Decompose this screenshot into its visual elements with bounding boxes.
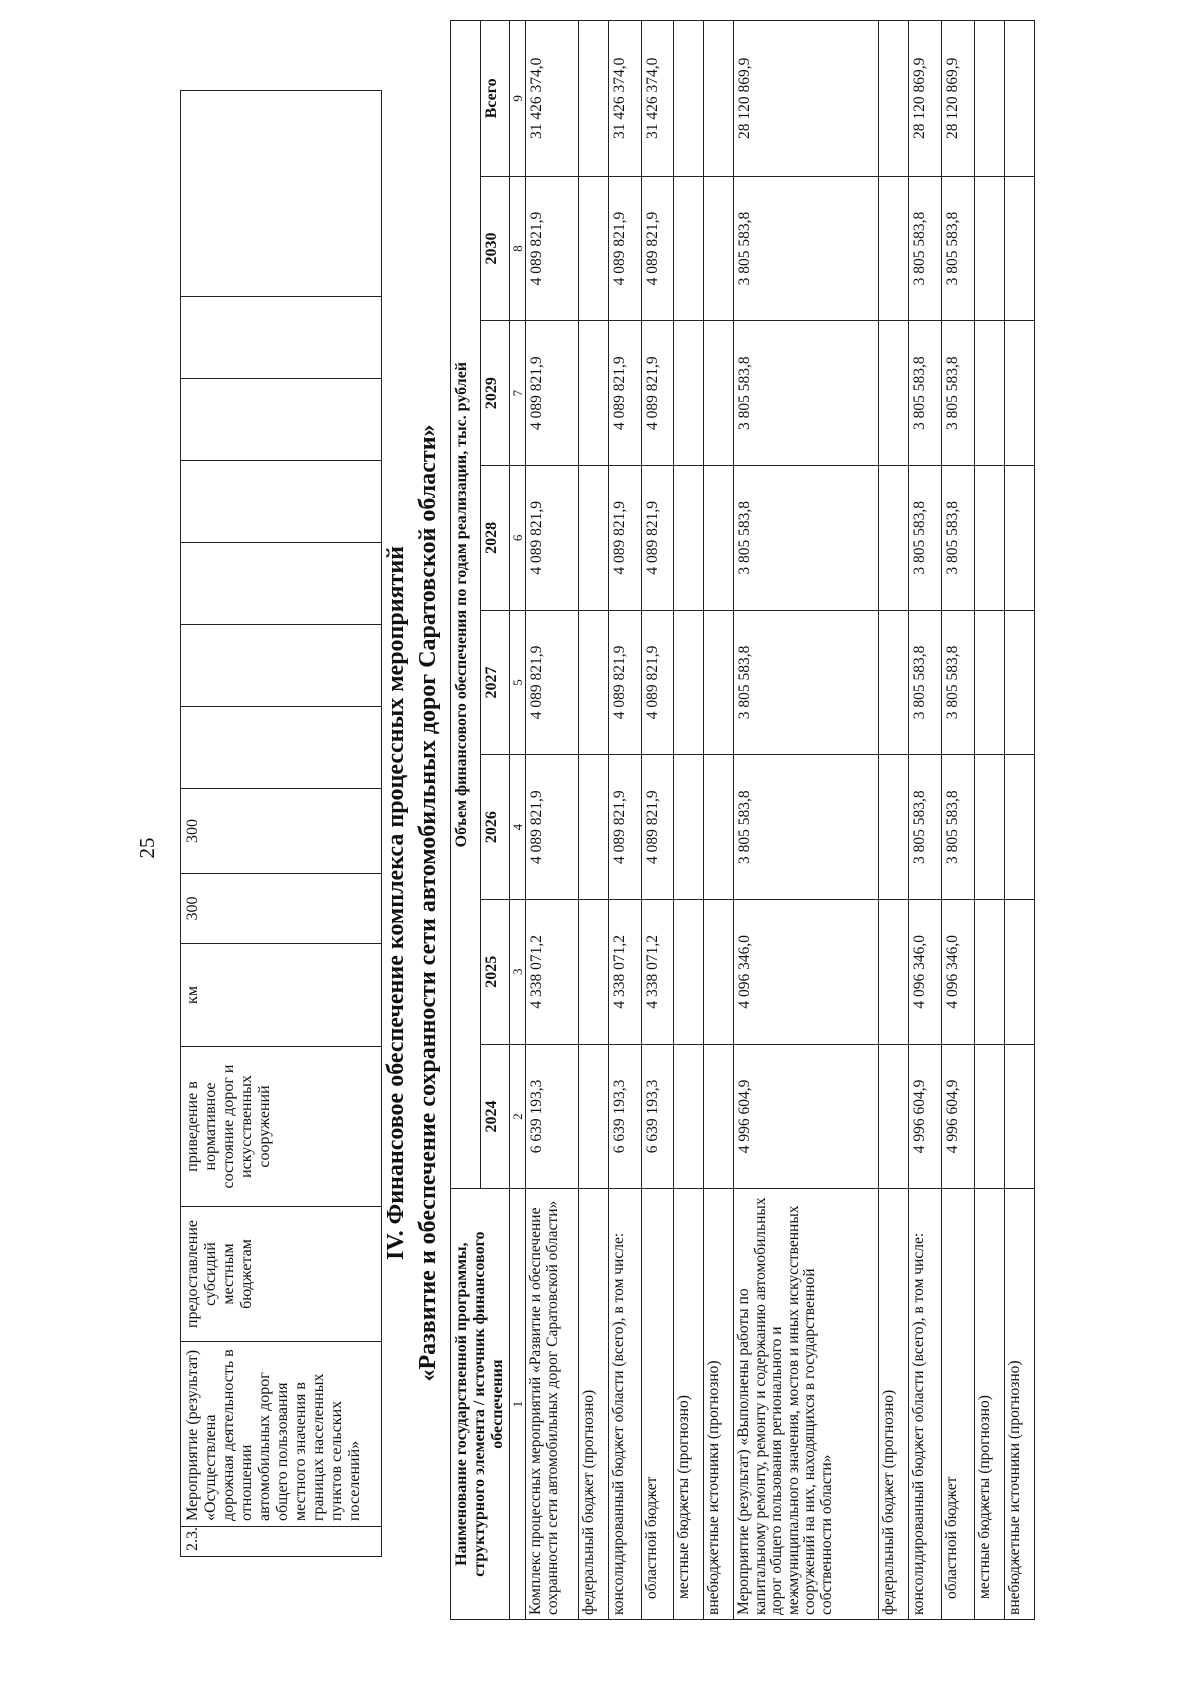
total-header: Всего (480, 21, 510, 177)
value-cell (578, 755, 608, 900)
value-cell (578, 899, 608, 1044)
total-cell: 28 120 869,9 (942, 21, 975, 177)
value-cell (1004, 321, 1034, 466)
column-number: 2 (510, 1044, 526, 1189)
value-cell: 4 089 821,9 (526, 610, 579, 755)
value-cell (674, 755, 704, 900)
year-header: 2025 (480, 899, 510, 1044)
table-row (608, 21, 641, 1620)
header-name: Наименование государственной программы, структурного элемента / источник финансового обеспечения (451, 1189, 510, 1620)
value-cell: 4 089 821,9 (641, 610, 674, 755)
value-cell: 4 089 821,9 (641, 755, 674, 900)
table-row (974, 21, 1004, 1620)
value-cell: 4 996 604,9 (734, 1044, 879, 1189)
value-cell: 4 996 604,9 (909, 1044, 942, 1189)
value-cell (578, 465, 608, 610)
base-value: 300 (181, 874, 382, 944)
value-cell: 3 805 583,8 (909, 755, 942, 900)
value-cell (1004, 465, 1034, 610)
total-cell: 31 426 374,0 (641, 21, 674, 177)
value-cell (674, 321, 704, 466)
value-cell (879, 755, 909, 900)
value-cell (704, 176, 734, 321)
value-cell: 4 089 821,9 (608, 321, 641, 466)
indicator-table-fragment (180, 90, 382, 1557)
value-cell (879, 465, 909, 610)
row-label: внебюджетные источники (прогнозно) (1004, 1189, 1034, 1620)
header-row (451, 21, 481, 1620)
table-row (181, 91, 382, 1557)
value-cell (578, 321, 608, 466)
row-label: местные бюджеты (прогнозно) (974, 1189, 1004, 1620)
row-label: федеральный бюджет (прогнозно) (879, 1189, 909, 1620)
total-cell: 28 120 869,9 (909, 21, 942, 177)
value-cell: 3 805 583,8 (942, 176, 975, 321)
value-cell: 3 805 583,8 (909, 176, 942, 321)
table-row (1004, 21, 1034, 1620)
value-cell: 4 089 821,9 (641, 321, 674, 466)
value-cell: 4 338 071,2 (608, 899, 641, 1044)
value-cell (974, 1044, 1004, 1189)
row-label: Комплекс процессных мероприятий «Развитие и обеспечение сохранности сети автомобильных дорог Саратовской области» (526, 1189, 579, 1620)
unit-of-measure: км (181, 944, 382, 1047)
total-cell (674, 21, 704, 177)
value-cell: 3 805 583,8 (942, 755, 975, 900)
value-cell (879, 176, 909, 321)
value-cell (1004, 1044, 1034, 1189)
row-label: Мероприятие (результат) «Выполнены работы по капитальному ремонту, ремонту и содержанию автомобильных дорог общего пользования регионального и межмуниципального значения, мостов и иных искусственных сооружений на них, находящихся в государственной собственности области» (734, 1189, 879, 1620)
value-cell (974, 321, 1004, 466)
table-row (879, 21, 909, 1620)
value-cell (674, 1044, 704, 1189)
finance-table (450, 20, 1035, 1620)
year-header: 2024 (480, 1044, 510, 1189)
value-cell: 4 089 821,9 (526, 755, 579, 900)
table-row (641, 21, 674, 1620)
value-cell: 4 089 821,9 (526, 465, 579, 610)
total-cell (578, 21, 608, 177)
total-cell: 31 426 374,0 (526, 21, 579, 177)
header-volume: Объем финансового обеспечения по годам реализации, тыс. рублей (451, 21, 481, 1189)
value-cell (578, 176, 608, 321)
year-header: 2029 (480, 321, 510, 466)
table-row (734, 21, 879, 1620)
value-cell: 4 996 604,9 (942, 1044, 975, 1189)
value-cell (1004, 176, 1034, 321)
value-cell (974, 465, 1004, 610)
row-label: областной бюджет (641, 1189, 674, 1620)
table-row (578, 21, 608, 1620)
total-cell (704, 21, 734, 177)
value-cell: 3 805 583,8 (909, 465, 942, 610)
row-label: областной бюджет (942, 1189, 975, 1620)
year-header: 2030 (480, 176, 510, 321)
value-cell (704, 1044, 734, 1189)
value-cell (974, 755, 1004, 900)
value-cell: 4 089 821,9 (641, 465, 674, 610)
value-cell (704, 755, 734, 900)
year-header: 2026 (480, 755, 510, 900)
column-number: 3 (510, 899, 526, 1044)
value-cell (578, 1044, 608, 1189)
value-cell: 4 089 821,9 (526, 321, 579, 466)
value-cell (879, 321, 909, 466)
measure-description: приведение в нормативное состояние дорог и искусственных сооружений (181, 1047, 382, 1207)
column-number: 1 (510, 1189, 526, 1620)
page-number: 25 (135, 837, 159, 859)
column-number: 9 (510, 21, 526, 177)
value-cell: 6 639 193,3 (641, 1044, 674, 1189)
column-number: 7 (510, 321, 526, 466)
value-cell: 4 089 821,9 (608, 176, 641, 321)
value-cell (674, 465, 704, 610)
column-number: 8 (510, 176, 526, 321)
value-cell (879, 1044, 909, 1189)
year-header: 2027 (480, 610, 510, 755)
value-cell: 4 089 821,9 (608, 610, 641, 755)
value-cell (704, 465, 734, 610)
column-number: 4 (510, 755, 526, 900)
value-cell (879, 899, 909, 1044)
value-cell: 4 096 346,0 (909, 899, 942, 1044)
value-cell (974, 176, 1004, 321)
target-value: 300 (181, 789, 382, 874)
column-number: 6 (510, 465, 526, 610)
value-cell (674, 176, 704, 321)
total-cell: 31 426 374,0 (608, 21, 641, 177)
value-cell (704, 321, 734, 466)
value-cell (674, 899, 704, 1044)
value-cell: 4 089 821,9 (526, 176, 579, 321)
total-cell (1004, 21, 1034, 177)
value-cell (974, 610, 1004, 755)
table-row (942, 21, 975, 1620)
section-subtitle: «Развитие и обеспечение сохранности сети автомобильных дорог Саратовской области» (415, 424, 441, 1382)
value-cell (704, 610, 734, 755)
value-cell: 3 805 583,8 (734, 755, 879, 900)
value-cell: 3 805 583,8 (942, 610, 975, 755)
value-cell (1004, 610, 1034, 755)
value-cell: 3 805 583,8 (942, 465, 975, 610)
value-cell: 3 805 583,8 (734, 465, 879, 610)
value-cell: 3 805 583,8 (909, 610, 942, 755)
table-row (909, 21, 942, 1620)
value-cell: 4 096 346,0 (942, 899, 975, 1044)
measure-title: Мероприятие (результат) «Осуществлена дорожная деятельность в отношении автомобильных дорог общего пользования местного значения в границах населенных пунктов сельских поселений» (181, 1342, 382, 1527)
table-row (526, 21, 579, 1620)
total-cell: 28 120 869,9 (734, 21, 879, 177)
column-number: 5 (510, 610, 526, 755)
row-label: местные бюджеты (прогнозно) (674, 1189, 704, 1620)
column-numbers-row (510, 21, 526, 1620)
value-cell: 3 805 583,8 (942, 321, 975, 466)
value-cell: 3 805 583,8 (734, 176, 879, 321)
value-cell: 3 805 583,8 (734, 321, 879, 466)
value-cell (974, 899, 1004, 1044)
value-cell: 4 338 071,2 (526, 899, 579, 1044)
row-label: консолидированный бюджет области (всего), в том числе: (909, 1189, 942, 1620)
row-label: внебюджетные источники (прогнозно) (704, 1189, 734, 1620)
value-cell (1004, 899, 1034, 1044)
value-cell: 4 338 071,2 (641, 899, 674, 1044)
table-row (704, 21, 734, 1620)
value-cell (578, 610, 608, 755)
value-cell (674, 610, 704, 755)
row-label: консолидированный бюджет области (всего), в том числе: (608, 1189, 641, 1620)
total-cell (974, 21, 1004, 177)
value-cell (879, 610, 909, 755)
value-cell: 3 805 583,8 (734, 610, 879, 755)
total-cell (879, 21, 909, 177)
value-cell: 6 639 193,3 (526, 1044, 579, 1189)
value-cell (1004, 755, 1034, 900)
value-cell: 4 096 346,0 (734, 899, 879, 1044)
measure-type: предоставление субсидий местным бюджетам (181, 1207, 382, 1342)
table-row (674, 21, 704, 1620)
year-header: 2028 (480, 465, 510, 610)
value-cell: 6 639 193,3 (608, 1044, 641, 1189)
section-title: IV. Финансовое обеспечение комплекса процессных мероприятий (383, 546, 409, 1260)
value-cell: 3 805 583,8 (909, 321, 942, 466)
value-cell: 4 089 821,9 (608, 755, 641, 900)
value-cell: 4 089 821,9 (608, 465, 641, 610)
row-number: 2.3. (181, 1527, 382, 1557)
value-cell (704, 899, 734, 1044)
value-cell: 4 089 821,9 (641, 176, 674, 321)
row-label: федеральный бюджет (прогнозно) (578, 1189, 608, 1620)
